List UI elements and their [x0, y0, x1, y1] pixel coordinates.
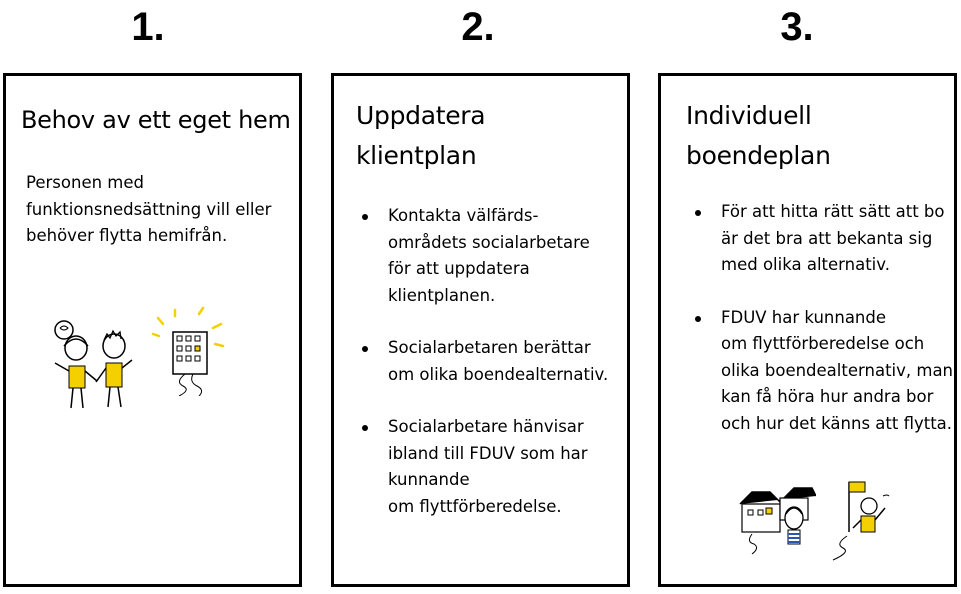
bullet-line: och hur det känns att flytta. [721, 413, 953, 433]
step-1-body-line: funktionsnedsättning vill eller [26, 199, 272, 219]
bullet-line: FDUV har kunnande [721, 307, 887, 327]
bullet-line: kunnande [388, 470, 470, 489]
step-1-body-line: behöver flytta hemifrån. [26, 226, 228, 245]
step-1-body-line: Personen med [26, 173, 144, 192]
two-people-icon [46, 316, 146, 411]
step-1-title-line: Behov av ett eget hem [21, 106, 291, 134]
bullet-line: områdets socialarbetare [388, 232, 590, 252]
step-3-title-line: boendeplan [686, 141, 831, 170]
step-2-title-line: klientplan [356, 141, 477, 170]
bullet-line: Socialarbetaren berättar [388, 338, 591, 357]
step-3-bullet-list [691, 199, 956, 437]
step-3-number: 3. [780, 5, 814, 49]
step-1-number: 1. [131, 5, 165, 49]
step-1-panel [3, 73, 302, 587]
bullet-line: För att hitta rätt sätt att bo [721, 202, 945, 221]
step-2-title [356, 96, 485, 176]
bullet-item [358, 203, 628, 309]
houses-icon [736, 476, 816, 561]
step-3-title [686, 96, 831, 176]
bullet-line: är det bra att bekanta sig [721, 228, 933, 248]
bullet-line: med olika alternativ. [721, 255, 890, 274]
bullet-item [358, 335, 628, 388]
bullet-item [691, 305, 956, 438]
bullet-dot [362, 346, 368, 352]
bullet-line: om flyttförberedelse och [721, 334, 925, 353]
bullet-line: klientplanen. [388, 285, 496, 305]
bullet-dot [362, 214, 368, 220]
step-1-body [26, 170, 271, 250]
bullet-dot [362, 425, 368, 431]
step-2-bullet-list [358, 203, 628, 520]
bullet-line: Socialarbetare hänvisar [388, 417, 584, 436]
step-3-panel [658, 73, 957, 587]
bullet-item [691, 199, 956, 279]
building-icon [151, 306, 231, 396]
person-with-flag-icon [823, 476, 893, 561]
bullet-item [358, 414, 628, 520]
step-1-title [21, 100, 291, 140]
bullet-line: olika boendealternativ, man [721, 360, 954, 380]
step-2-title-line: Uppdatera [356, 101, 486, 130]
bullet-dot [695, 210, 701, 216]
bullet-line: om flyttförberedelse. [388, 496, 562, 516]
step-2-number: 2. [461, 5, 495, 49]
step-3-title-line: Individuell [686, 101, 812, 130]
bullet-line: för att uppdatera [388, 259, 530, 278]
bullet-dot [695, 316, 701, 322]
bullet-line: ibland till FDUV som har [388, 443, 588, 463]
bullet-line: kan få höra hur andra bor [721, 387, 934, 406]
bullet-line: om olika boendealternativ. [388, 364, 609, 384]
bullet-line: Kontakta välfärds- [388, 206, 539, 225]
step-2-panel [331, 73, 630, 587]
